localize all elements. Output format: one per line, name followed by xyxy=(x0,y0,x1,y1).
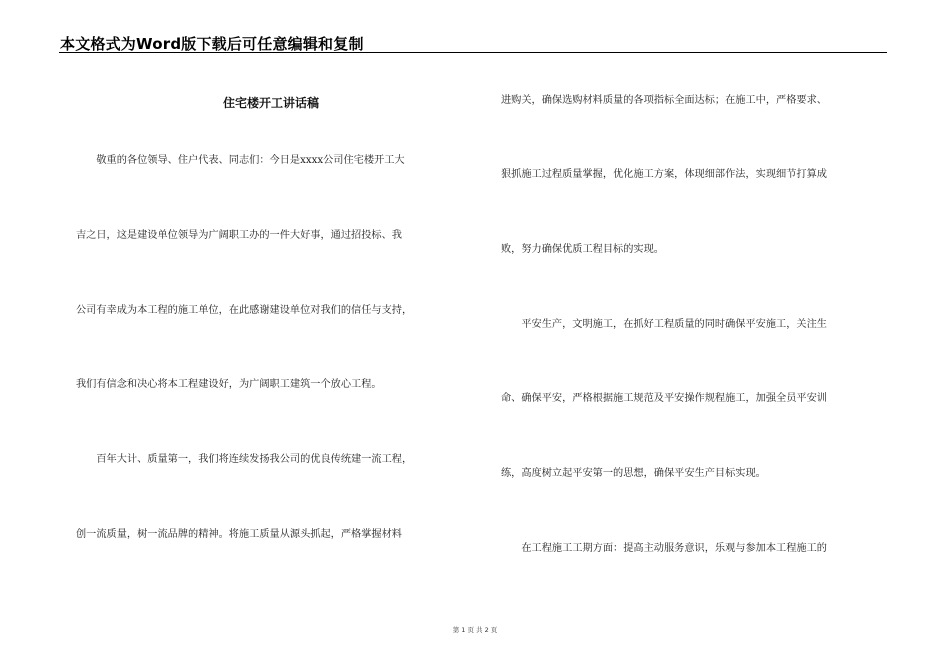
body-line: 进购关，确保选购材料质量的各项指标全面达标；在施工中，严格要求、 xyxy=(501,95,827,106)
body-line: 平安生产，文明施工，在抓好工程质量的同时确保平安施工，关注生 xyxy=(501,319,827,330)
body-line: 在工程施工工期方面：提高主动服务意识，乐观与参加本工程施工的 xyxy=(501,543,827,554)
body-line: 我们有信念和决心将本工程建设好，为广阔职工建筑一个放心工程。 xyxy=(76,379,382,390)
page-footer: 第 1 页 共 2 页 xyxy=(452,626,498,634)
right-column xyxy=(501,0,887,672)
body-line: 命、确保平安，严格根据施工规范及平安操作规程施工，加强全员平安训 xyxy=(501,393,827,404)
body-line: 吉之日，这是建设单位领导为广阔职工办的一件大好事，通过招投标、我 xyxy=(76,230,402,241)
body-line: 百年大计、质量第一，我们将连续发扬我公司的优良传统建一流工程， xyxy=(76,454,413,465)
body-line: 创一流质量，树一流品牌的精神。将施工质量从源头抓起，严格掌握材料 xyxy=(76,529,402,540)
body-line: 狠抓施工过程质量掌握，优化施工方案，体现细部作法，实现细节打算成 xyxy=(501,169,827,180)
body-line: 败，努力确保优质工程目标的实现。 xyxy=(501,244,664,255)
document-title: 住宅楼开工讲话稿 xyxy=(222,96,319,110)
left-column xyxy=(76,0,466,672)
document-header: 本文格式为Word版下载后可任意编辑和复制 xyxy=(60,35,364,53)
body-line: 敬重的各位领导、住户代表、同志们：今日是xxxx公司住宅楼开工大 xyxy=(76,155,405,166)
body-line: 练，高度树立起平安第一的思想，确保平安生产目标实现。 xyxy=(501,468,766,479)
body-line: 公司有幸成为本工程的施工单位，在此感谢建设单位对我们的信任与支持， xyxy=(76,305,413,316)
